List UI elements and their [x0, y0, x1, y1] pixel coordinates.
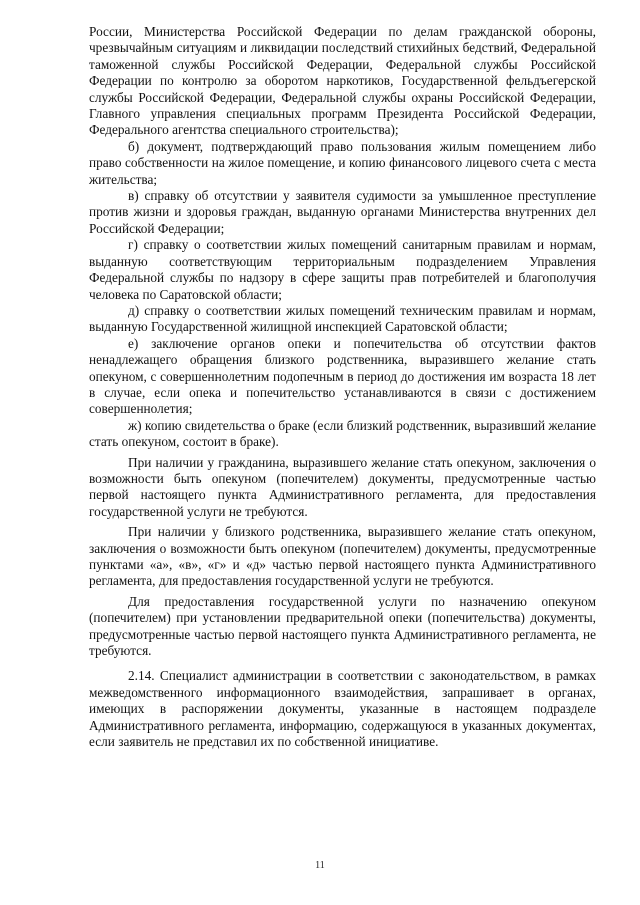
paragraph-item-b: б) документ, подтверждающий право пользования жилым помещением либо право собственности на жилое помещение, и копию финансового лицевого счета с места жительства; [89, 138, 596, 187]
paragraph-continuation: России, Министерства Российской Федерации по делам гражданской обороны, чрезвычайным ситуациям и ликвидации последствий стихийных бедствий, Федеральной таможенной службы Российской Федерации, Федеральной службы Российской Федерации по контролю за оборотом наркотиков, Государственной фельдъегерской службы Российской Федерации, Федеральной службы охраны Российской Федерации, Главного управления специальных программ Президента Российской Федерации, Федерального агентства специального строительства); [89, 24, 596, 138]
paragraph-item-zh: ж) копию свидетельства о браке (если близкий родственник, выразивший желание стать опекуном, состоит в браке). [89, 417, 596, 450]
paragraph-preliminary-guardianship: Для предоставления государственной услуги по назначению опекуном (попечителем) при установлении предварительной опеки (попечительства) документы, предусмотренные частью первой настоящего пункта Административного регламента, не требуются. [89, 593, 596, 659]
page-number: 11 [315, 860, 325, 871]
paragraph-item-d: д) справку о соответствии жилых помещений техническим правилам и нормам, выданную Государственной жилищной инспекцией Саратовской области; [89, 302, 596, 335]
paragraph-section-2-14: 2.14. Специалист администрации в соответствии с законодательством, в рамках межведомственного информационного взаимодействия, запрашивает в органах, имеющих в распоряжении документы, указанные в настоящем подразделе Административного регламента, информацию, содержащуюся в указанных документах, если заявитель не представил их по собственной инициативе. [89, 668, 596, 750]
paragraph-item-v: в) справку об отсутствии у заявителя судимости за умышленное преступление против жизни и здоровья граждан, выданную органами Министерства внутренних дел Российской Федерации; [89, 188, 596, 236]
paragraph-relative-conclusion: При наличии у близкого родственника, выразившего желание стать опекуном, заключения о возможности быть опекуном (попечителем) документы, предусмотренные пунктами «а», «в», «г» и «д» частью первой настоящего пункта Административного регламента, для предоставления государственной услуги не требуются. [89, 524, 596, 589]
paragraph-citizen-conclusion: При наличии у гражданина, выразившего желание стать опекуном, заключения о возможности быть опекуном (попечителем) документы, предусмотренные частью первой настоящего пункта Административного регламента, для предоставления государственной услуги не требуются. [89, 454, 596, 519]
paragraph-item-e: е) заключение органов опеки и попечительства об отсутствии фактов ненадлежащего обращения близкого родственника, выразившего желание стать опекуном, с совершеннолетним подопечным в период до достижения им возраста 18 лет в случае, если опека и попечительство устанавливаются в связи с достижением совершеннолетия; [89, 335, 596, 417]
paragraph-item-g: г) справку о соответствии жилых помещений санитарным правилам и нормам, выданную соответствующим территориальным подразделением Управления Федеральной службы по надзору в сфере защиты прав потребителей и благополучия человека по Саратовской области; [89, 237, 596, 302]
